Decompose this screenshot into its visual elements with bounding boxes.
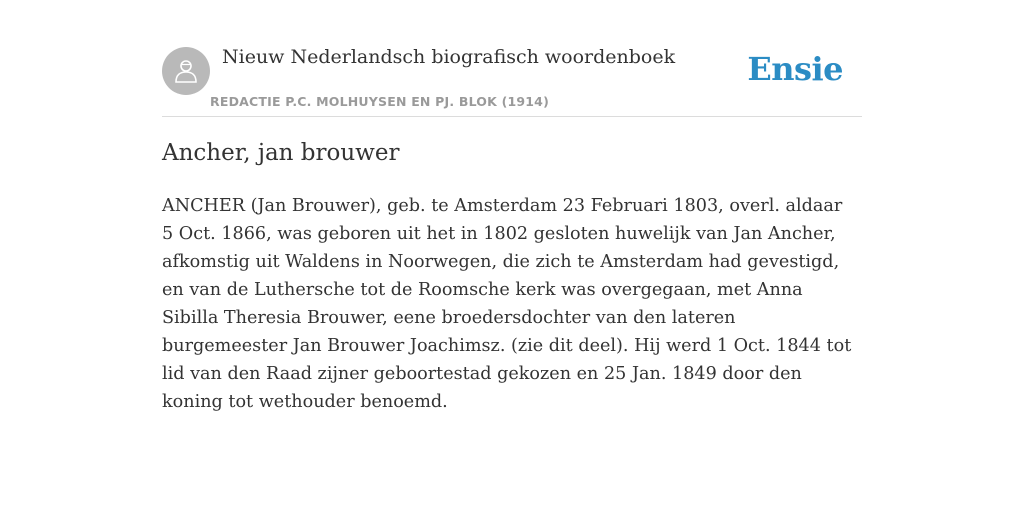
- entry-title: Ancher, jan brouwer: [162, 140, 400, 166]
- book-title-link[interactable]: Nieuw Nederlandsch biografisch woordenboek: [222, 46, 676, 68]
- book-header: [162, 40, 862, 117]
- user-icon: [172, 57, 200, 85]
- ensie-logo[interactable]: Ensie: [747, 50, 843, 88]
- entry-body-text: ANCHER (Jan Brouwer), geb. te Amsterdam 23 Februari 1803, overl. aldaar 5 Oct. 1866, was geboren uit het in 1802 gesloten huwelijk van Jan Ancher, afkomstig uit Waldens in Noorwegen, die zich te Amsterdam had gevestigd, en van de Luthersche tot de Roomsche kerk was overgegaan, met Anna Sibilla Theresia Brouwer, eene broedersdochter van den lateren burgemeester Jan Brouwer Joachimsz. (zie dit deel). Hij werd 1 Oct. 1844 tot lid van den Raad zijner geboortestad gekozen en 25 Jan. 1849 door den koning tot wethouder benoemd.: [162, 196, 852, 412]
- editors-line: REDACTIE P.C. MOLHUYSEN EN PJ. BLOK (1914): [210, 94, 549, 109]
- author-avatar[interactable]: [162, 47, 210, 95]
